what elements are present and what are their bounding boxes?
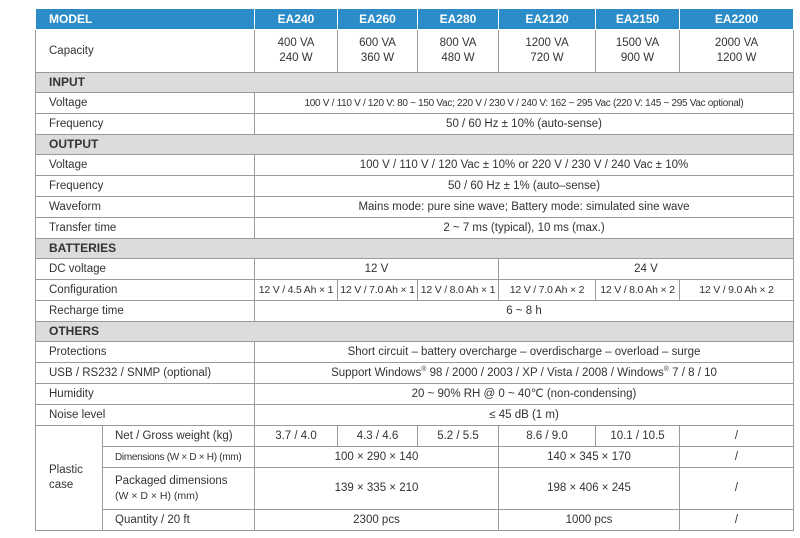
row-label: Waveform [36,197,255,218]
dimensions-row [36,447,794,468]
capacity-value [596,30,680,73]
noise-row [36,405,794,426]
section-title: INPUT [36,73,794,93]
output-voltage-value: 100 V / 110 V / 120 Vac ± 10% or 220 V / 230 V / 240 Vac ± 10% [255,155,794,176]
humidity-value: 20 ~ 90% RH @ 0 ~ 40℃ (non-condensing) [255,384,794,405]
dimensions-small: 100 × 290 × 140 [255,447,499,468]
row-label: USB / RS232 / SNMP (optional) [36,363,255,384]
registered-mark: ® [421,365,427,373]
config-value: 12 V / 8.0 Ah × 1 [418,280,499,301]
capacity-va: 800 VA [439,37,477,49]
spec-table [35,8,794,531]
header-row [36,9,794,30]
packaged-na: / [680,468,794,510]
dc-voltage-row [36,259,794,280]
capacity-value [255,30,338,73]
output-voltage-row [36,155,794,176]
row-label: Recharge time [36,301,255,322]
row-label: Frequency [36,176,255,197]
capacity-w: 480 W [441,52,475,64]
section-title: BATTERIES [36,239,794,259]
noise-value: ≤ 45 dB (1 m) [255,405,794,426]
input-frequency-row [36,114,794,135]
usb-text: 7 / 8 / 10 [668,366,717,379]
input-voltage-value: 100 V / 110 V / 120 V: 80 ~ 150 Vac; 220 V / 230 V / 240 V: 162 ~ 295 Vac (220 V: 145 ~ 295 Vac optional) [255,93,794,114]
transfer-value: 2 ~ 7 ms (typical), 10 ms (max.) [255,218,794,239]
capacity-va: 2000 VA [714,37,759,49]
section-input [36,73,794,93]
config-value: 12 V / 7.0 Ah × 2 [499,280,596,301]
packaged-small: 139 × 335 × 210 [255,468,499,510]
recharge-value: 6 ~ 8 h [255,301,794,322]
row-label: Protections [36,342,255,363]
config-value: 12 V / 4.5 Ah × 1 [255,280,338,301]
packaged-label [103,468,255,510]
section-others [36,322,794,342]
section-title: OUTPUT [36,135,794,155]
dimensions-large: 140 × 345 × 170 [499,447,680,468]
row-label: Voltage [36,155,255,176]
capacity-value [338,30,418,73]
weight-value: 10.1 / 10.5 [596,426,680,447]
weight-value: 3.7 / 4.0 [255,426,338,447]
row-label: Voltage [36,93,255,114]
capacity-w: 1200 W [716,52,757,64]
capacity-w: 900 W [620,52,655,64]
row-label: Configuration [36,280,255,301]
case-label-line: case [49,479,74,491]
capacity-w: 360 W [360,52,395,64]
capacity-label: Capacity [36,30,255,73]
protections-row [36,342,794,363]
config-value: 12 V / 9.0 Ah × 2 [680,280,794,301]
capacity-w: 720 W [530,52,564,64]
recharge-row [36,301,794,322]
capacity-va: 1500 VA [615,37,660,49]
weight-value: / [680,426,794,447]
protections-value: Short circuit – battery overcharge – overdischarge – overload – surge [255,342,794,363]
capacity-row [36,30,794,73]
weight-label: Net / Gross weight (kg) [103,426,255,447]
humidity-row [36,384,794,405]
packaged-label-line: (W × D × H) (mm) [115,489,199,502]
usb-row [36,363,794,384]
row-label: Humidity [36,384,255,405]
dimensions-na: / [680,447,794,468]
quantity-large: 1000 pcs [499,510,680,531]
config-value: 12 V / 7.0 Ah × 1 [338,280,418,301]
capacity-va: 1200 VA [525,37,569,49]
section-output [36,135,794,155]
usb-text: 98 / 2000 / 2003 / XP / Vista / 2008 / Windows [426,366,664,379]
capacity-w: 240 W [279,52,313,64]
capacity-va: 600 VA [359,37,396,49]
input-voltage-row [36,93,794,114]
capacity-value [680,30,794,73]
case-label-line: Plastic [49,464,83,476]
output-frequency-row [36,176,794,197]
section-batteries [36,239,794,259]
usb-text: Support Windows [331,366,422,379]
quantity-na: / [680,510,794,531]
config-value: 12 V / 8.0 Ah × 2 [596,280,680,301]
packaged-row [36,468,794,510]
quantity-small: 2300 pcs [255,510,499,531]
weight-value: 5.2 / 5.5 [418,426,499,447]
weight-value: 4.3 / 4.6 [338,426,418,447]
capacity-value [418,30,499,73]
row-label: Frequency [36,114,255,135]
dc-voltage-24: 24 V [499,259,794,280]
packaged-large: 198 × 406 × 245 [499,468,680,510]
model-ea240: EA240 [255,9,338,30]
transfer-row [36,218,794,239]
row-label: Transfer time [36,218,255,239]
configuration-row [36,280,794,301]
dimensions-label: Dimensions (W × D × H) (mm) [103,447,255,468]
waveform-row [36,197,794,218]
output-frequency-value: 50 / 60 Hz ± 1% (auto–sense) [255,176,794,197]
quantity-label: Quantity / 20 ft [103,510,255,531]
capacity-va: 400 VA [277,37,315,49]
row-label: Noise level [36,405,255,426]
row-label: DC voltage [36,259,255,280]
capacity-value [499,30,596,73]
input-frequency-value: 50 / 60 Hz ± 10% (auto-sense) [255,114,794,135]
section-title: OTHERS [36,322,794,342]
weight-value: 8.6 / 9.0 [499,426,596,447]
quantity-row [36,510,794,531]
model-ea260: EA260 [338,9,418,30]
model-ea280: EA280 [418,9,499,30]
usb-value [255,363,794,384]
dc-voltage-12: 12 V [255,259,499,280]
packaged-label-line: Packaged dimensions [115,474,228,487]
registered-mark: ® [663,365,669,373]
model-header: MODEL [36,9,255,30]
plastic-case-label [36,426,103,531]
waveform-value: Mains mode: pure sine wave; Battery mode: simulated sine wave [255,197,794,218]
weight-row [36,426,794,447]
model-ea2120: EA2120 [499,9,596,30]
model-ea2150: EA2150 [596,9,680,30]
model-ea2200: EA2200 [680,9,794,30]
